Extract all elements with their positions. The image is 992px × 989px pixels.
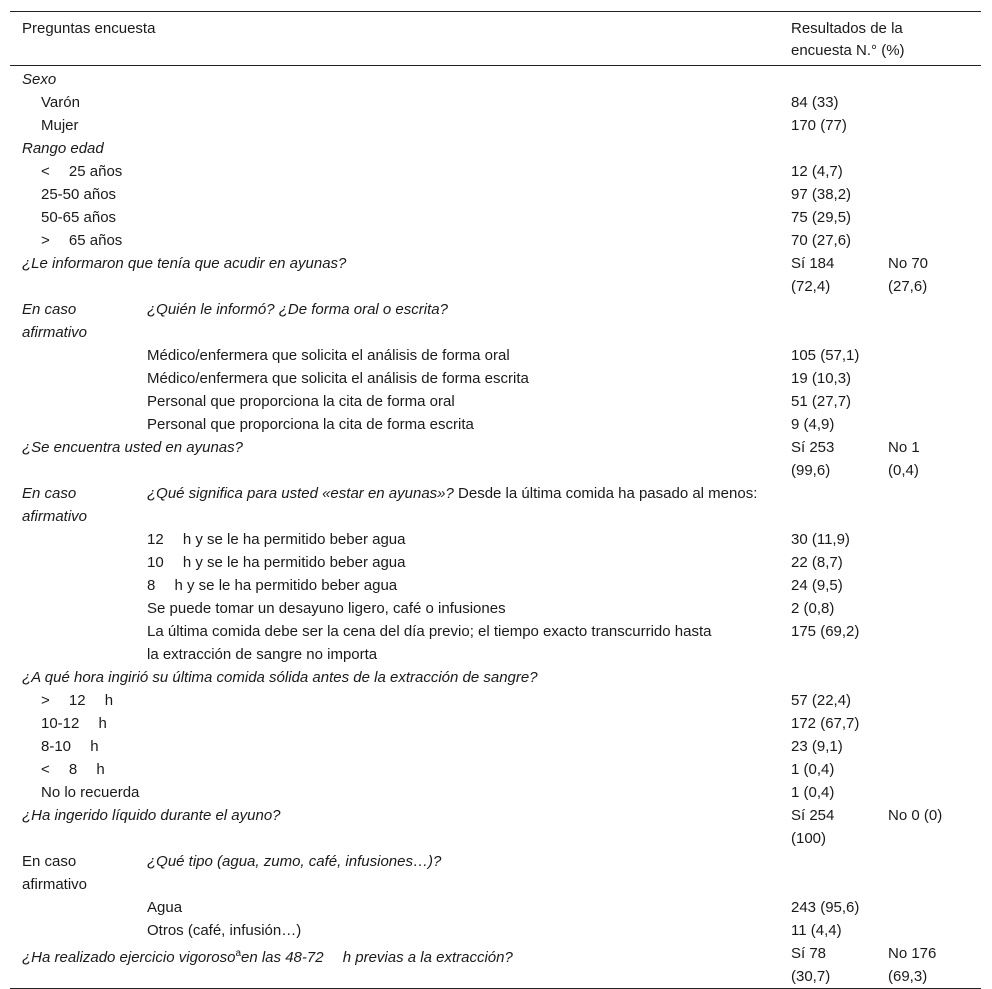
table-row: Varón 84 (33) (41, 94, 839, 111)
table-row: Otros (café, infusión…) 11 (4,4) (147, 922, 842, 939)
section-title: Sexo (22, 71, 57, 88)
table-row: 10-12 h 172 (67,7) (41, 715, 860, 732)
table-row: 10 h y se le ha permitido beber agua 22 (8,7) (147, 554, 843, 571)
table-row: Personal que proporciona la cita de forma escrita 9 (4,9) (147, 416, 835, 433)
question-exercise: ¿Ha realizado ejercicio vigoroso$^a$en las 48-72 h previas a la extracción? Sí 78 (30,7) No 176 (69,3) (22, 945, 937, 985)
table-row: Se puede tomar un desayuno ligero, café o infusiones 2 (0,8) (147, 600, 835, 617)
table-row: > 65 años 70 (27,6) (41, 232, 852, 249)
table-row: 8-10 h 23 (9,1) (41, 738, 843, 755)
subquestion-liquid-type: En caso afirmativo ¿Qué tipo (agua, zumo, café, infusiones…)? (22, 853, 442, 893)
subquestion-fasting-meaning: En caso afirmativo ¿Qué significa para usted «estar en ayunas»? Desde la última comida ha pasado al menos: (22, 485, 758, 525)
survey-table (10, 11, 981, 989)
table-row: Médico/enfermera que solicita el análisis de forma escrita 19 (10,3) (147, 370, 852, 387)
question-informed: ¿Le informaron que tenía que acudir en ayunas? Sí 184 (72,4) No 70 (27,6) (22, 255, 929, 295)
table-row: < 8 h 1 (0,4) (41, 761, 835, 778)
table-header (10, 12, 981, 66)
section-edad (10, 137, 981, 160)
table-row: 25-50 años 97 (38,2) (41, 186, 852, 203)
table-row: 50-65 años 75 (29,5) (41, 209, 852, 226)
table-row: 12 h y se le ha permitido beber agua 30 (11,9) (147, 531, 850, 548)
table-row: Médico/enfermera que solicita el análisis de forma oral 105 (57,1) (147, 347, 860, 364)
table-row: < 25 años 12 (4,7) (41, 163, 843, 180)
subquestion-who-informed: En caso afirmativo ¿Quién le informó? ¿De forma oral o escrita? (22, 301, 448, 341)
question-fasting: ¿Se encuentra usted en ayunas? Sí 253 (99,6) No 1 (0,4) (22, 439, 920, 479)
table-row: Mujer 170 (77) (41, 117, 847, 134)
section-title: Rango edad (22, 140, 104, 157)
table-row: No lo recuerda 1 (0,4) (41, 784, 835, 801)
table-row: Personal que proporciona la cita de forma oral 51 (27,7) (147, 393, 852, 410)
section-sexo (10, 68, 981, 91)
question-liquid: ¿Ha ingerido líquido durante el ayuno? Sí 254 (100) No 0 (0) (22, 807, 943, 847)
question-last-meal: ¿A qué hora ingirió su última comida sólida antes de la extracción de sangre? (22, 669, 538, 686)
header-questions: Preguntas encuesta (22, 20, 156, 37)
table-row: Agua 243 (95,6) (147, 899, 860, 916)
header-results: Resultados de la encuesta N.° (%) (791, 20, 905, 59)
table-row: La última comida debe ser la cena del día previo; el tiempo exacto transcurrido hasta la extracción de sangre no importa 175 (69,2) (147, 623, 860, 663)
table-row: > 12 h 57 (22,4) (41, 692, 852, 709)
table-row: 8 h y se le ha permitido beber agua 24 (9,5) (147, 577, 843, 594)
